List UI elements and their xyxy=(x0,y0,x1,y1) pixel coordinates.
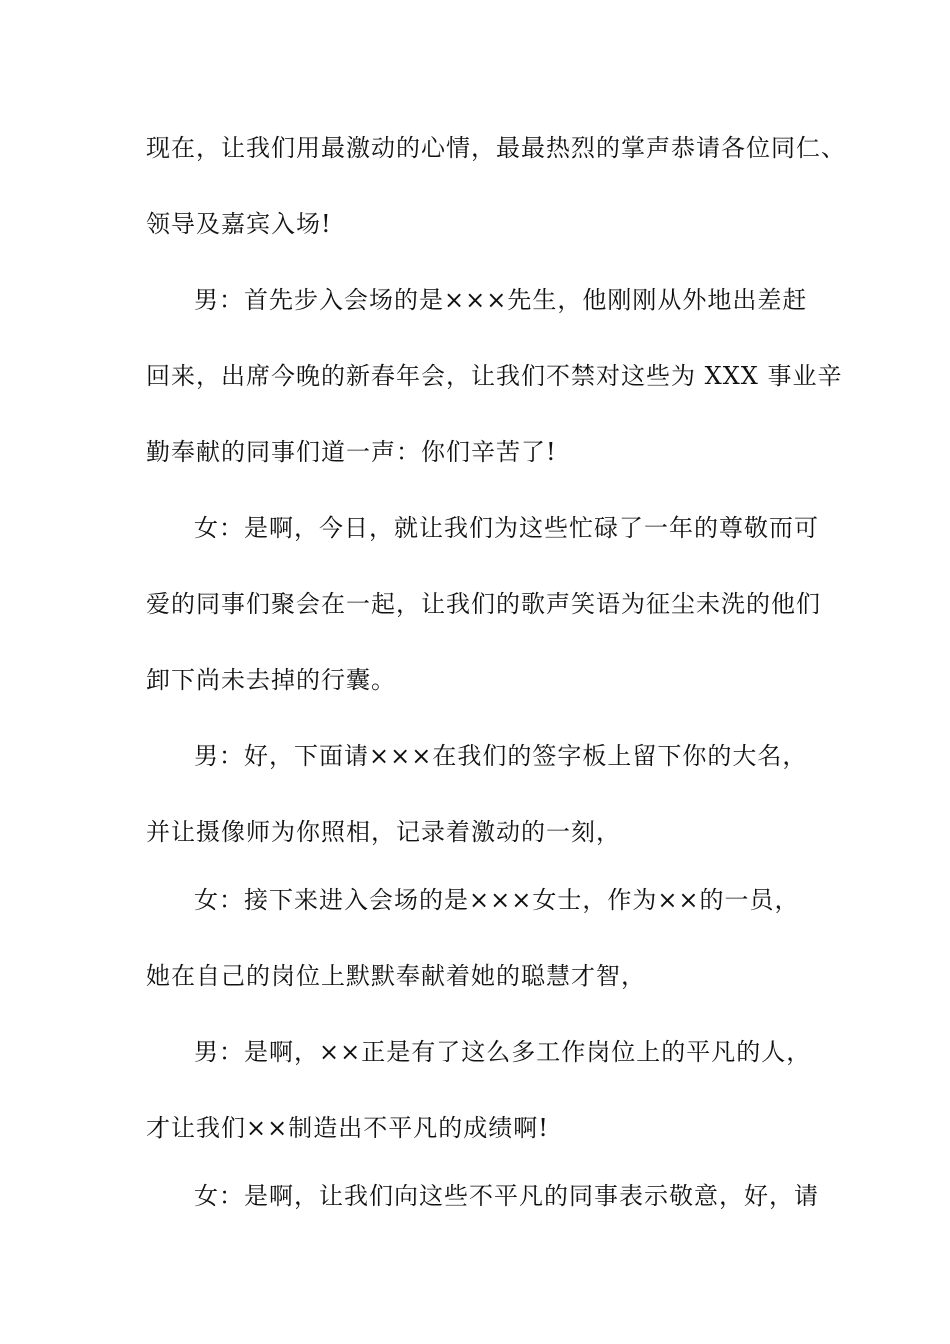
text-line: 女：是啊，让我们向这些不平凡的同事表示敬意，好，请 xyxy=(194,1182,819,1210)
text-line: 回来，出席今晚的新春年会，让我们不禁对这些为 XXX 事业辛 xyxy=(146,362,843,390)
text-line: 领导及嘉宾入场! xyxy=(146,210,332,238)
text-line: 男：好，下面请×××在我们的签字板上留下你的大名， xyxy=(194,742,808,770)
text-line: 爱的同事们聚会在一起，让我们的歌声笑语为征尘未洗的他们 xyxy=(146,590,821,618)
text-line: 男：是啊，××正是有了这么多工作岗位上的平凡的人， xyxy=(194,1038,812,1066)
text-line: 勤奉献的同事们道一声：你们辛苦了! xyxy=(146,438,557,466)
text-line: 女：接下来进入会场的是×××女士，作为××的一员， xyxy=(194,886,800,914)
text-line: 卸下尚未去掉的行囊。 xyxy=(146,666,396,694)
text-line: 她在自己的岗位上默默奉献着她的聪慧才智， xyxy=(146,962,646,990)
text-line: 并让摄像师为你照相，记录着激动的一刻， xyxy=(146,818,621,846)
text-line: 男：首先步入会场的是×××先生，他刚刚从外地出差赶 xyxy=(194,286,808,314)
text-line: 女：是啊，今日，就让我们为这些忙碌了一年的尊敬而可 xyxy=(194,514,819,542)
text-line: 才让我们××制造出不平凡的成绩啊! xyxy=(146,1114,549,1142)
text-line: 现在，让我们用最激动的心情，最最热烈的掌声恭请各位同仁、 xyxy=(146,134,846,162)
